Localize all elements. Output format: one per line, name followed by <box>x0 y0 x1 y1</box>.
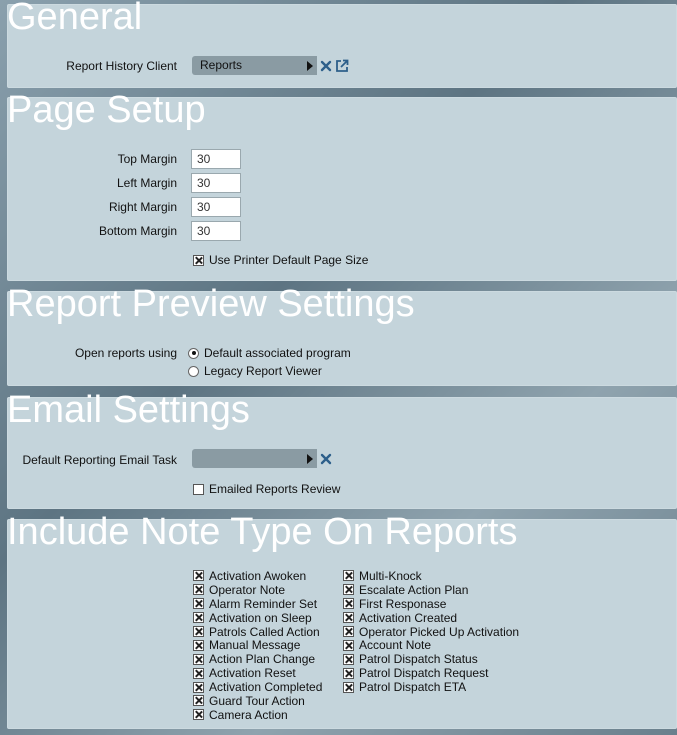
note-type-option[interactable] <box>193 611 322 625</box>
report-preview-panel <box>7 283 677 386</box>
default-email-task-label: Default Reporting Email Task <box>22 453 177 467</box>
right-margin-input[interactable]: 30 <box>191 197 241 217</box>
note-type-checkbox[interactable] <box>193 709 204 720</box>
use-printer-default-label: Use Printer Default Page Size <box>209 253 369 267</box>
left-margin-label: Left Margin <box>116 176 177 190</box>
note-type-option[interactable] <box>193 583 322 597</box>
note-type-label: Guard Tour Action <box>209 693 305 708</box>
report-history-client-lookup[interactable] <box>192 56 317 75</box>
note-type-checkbox[interactable] <box>343 682 354 693</box>
note-type-label: Patrol Dispatch ETA <box>359 680 467 695</box>
top-margin-input[interactable]: 30 <box>191 149 241 169</box>
note-type-option[interactable] <box>193 638 322 652</box>
note-type-checkbox[interactable] <box>193 654 204 665</box>
note-type-label: Activation Completed <box>209 680 323 695</box>
note-type-checkbox[interactable] <box>343 640 354 651</box>
note-type-option[interactable] <box>193 694 322 708</box>
note-type-label: Activation Created <box>359 610 458 625</box>
note-type-label: Alarm Reminder Set <box>209 596 318 611</box>
bottom-margin-input[interactable]: 30 <box>191 221 241 241</box>
note-type-checkbox[interactable] <box>343 612 354 623</box>
default-email-task-lookup[interactable] <box>192 449 317 468</box>
use-printer-default-option[interactable] <box>193 253 368 267</box>
note-type-option[interactable] <box>193 597 322 611</box>
open-legacy-viewer-label: Legacy Report Viewer <box>204 364 322 378</box>
note-type-label: Account Note <box>359 638 432 653</box>
note-types-left-column <box>193 569 322 722</box>
note-type-option[interactable] <box>343 625 519 639</box>
note-type-option[interactable] <box>193 569 322 583</box>
report-history-client-label: Report History Client <box>66 59 177 73</box>
use-printer-default-checkbox[interactable] <box>193 255 204 266</box>
open-default-program-label: Default associated program <box>204 346 351 360</box>
note-type-label: Action Plan Change <box>209 652 316 667</box>
page-setup-title: Page Setup <box>7 89 206 131</box>
note-type-option[interactable] <box>193 708 322 722</box>
note-type-checkbox[interactable] <box>193 695 204 706</box>
note-type-label: Operator Picked Up Activation <box>359 624 520 639</box>
open-default-program-option[interactable] <box>188 346 351 360</box>
open-external-icon[interactable] <box>335 59 349 73</box>
note-type-option[interactable] <box>193 680 322 694</box>
note-type-checkbox[interactable] <box>343 598 354 609</box>
note-type-label: Patrol Dispatch Request <box>359 666 489 681</box>
note-type-checkbox[interactable] <box>193 668 204 679</box>
open-default-program-radio[interactable] <box>188 348 199 359</box>
note-type-label: First Responase <box>359 596 447 611</box>
note-type-option[interactable] <box>343 666 519 680</box>
note-type-checkbox[interactable] <box>343 570 354 581</box>
note-type-checkbox[interactable] <box>193 584 204 595</box>
note-type-option[interactable] <box>343 583 519 597</box>
open-legacy-viewer-radio[interactable] <box>188 366 199 377</box>
note-type-label: Patrols Called Action <box>209 624 320 639</box>
expand-arrow-icon[interactable] <box>307 61 313 71</box>
note-type-checkbox[interactable] <box>193 640 204 651</box>
note-type-option[interactable] <box>343 569 519 583</box>
note-type-checkbox[interactable] <box>343 668 354 679</box>
report-preview-title: Report Preview Settings <box>7 283 415 325</box>
report-history-client-value: Reports <box>200 58 243 72</box>
note-type-checkbox[interactable] <box>193 570 204 581</box>
page-setup-panel <box>7 89 677 281</box>
note-type-option[interactable] <box>193 625 322 639</box>
top-margin-label: Top Margin <box>117 152 177 166</box>
left-margin-input[interactable]: 30 <box>191 173 241 193</box>
note-type-checkbox[interactable] <box>193 682 204 693</box>
note-type-option[interactable] <box>343 638 519 652</box>
note-type-checkbox[interactable] <box>343 626 354 637</box>
clear-icon[interactable] <box>320 60 332 72</box>
open-reports-label: Open reports using <box>74 346 177 360</box>
note-type-label: Operator Note <box>209 582 286 597</box>
emailed-reports-review-checkbox[interactable] <box>193 484 204 495</box>
note-type-label: Activation on Sleep <box>209 610 312 625</box>
note-type-label: Escalate Action Plan <box>359 582 469 597</box>
note-type-checkbox[interactable] <box>193 598 204 609</box>
open-legacy-viewer-option[interactable] <box>188 364 322 378</box>
note-types-title: Include Note Type On Reports <box>7 511 518 553</box>
email-settings-panel <box>7 389 677 509</box>
note-type-option[interactable] <box>193 652 322 666</box>
bottom-margin-label: Bottom Margin <box>98 224 177 238</box>
note-type-label: Multi-Knock <box>359 568 422 583</box>
general-title: General <box>7 0 143 38</box>
note-type-label: Patrol Dispatch Status <box>359 652 478 667</box>
clear-icon[interactable] <box>320 453 332 465</box>
note-type-option[interactable] <box>343 652 519 666</box>
note-type-option[interactable] <box>343 597 519 611</box>
note-type-label: Manual Message <box>209 638 301 653</box>
note-type-checkbox[interactable] <box>193 626 204 637</box>
note-type-option[interactable] <box>193 666 322 680</box>
emailed-reports-review-option[interactable] <box>193 482 340 496</box>
right-margin-label: Right Margin <box>108 200 177 214</box>
note-type-option[interactable] <box>343 611 519 625</box>
note-types-panel <box>7 511 677 729</box>
email-settings-title: Email Settings <box>7 389 250 431</box>
general-panel <box>7 0 677 88</box>
emailed-reports-review-label: Emailed Reports Review <box>209 482 341 496</box>
note-type-checkbox[interactable] <box>343 584 354 595</box>
note-type-label: Activation Reset <box>209 666 296 681</box>
note-type-label: Activation Awoken <box>209 568 307 583</box>
expand-arrow-icon[interactable] <box>307 454 313 464</box>
note-type-label: Camera Action <box>209 707 288 722</box>
note-types-right-column <box>343 569 519 694</box>
note-type-checkbox[interactable] <box>193 612 204 623</box>
note-type-option[interactable] <box>343 680 519 694</box>
note-type-checkbox[interactable] <box>343 654 354 665</box>
